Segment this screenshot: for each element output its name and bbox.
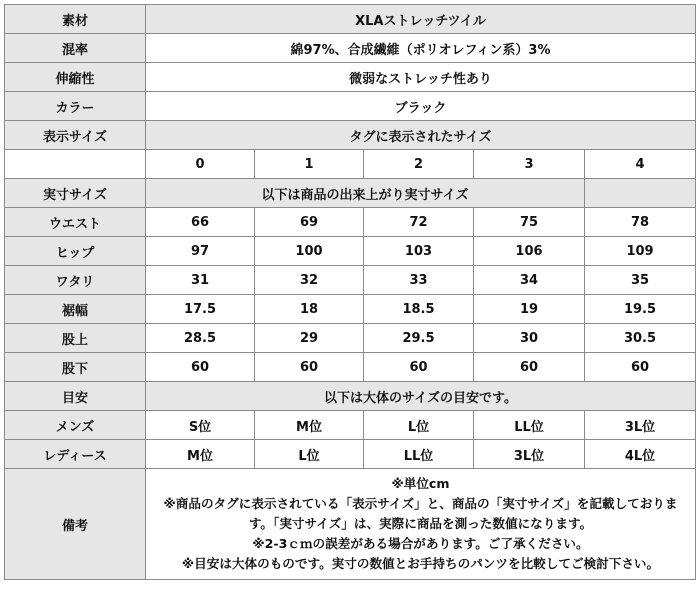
measurement-row-rise xyxy=(5,324,696,353)
measurement-value: 78 xyxy=(585,208,696,237)
measurement-label: ウエスト xyxy=(5,208,146,237)
measurement-value: 34 xyxy=(474,266,585,295)
note-line: ※商品のタグに表示されている「表示サイズ」と、商品の「実寸サイズ」を記載しておりま xyxy=(163,496,678,511)
measurement-value: 69 xyxy=(255,208,364,237)
measurement-value: 60 xyxy=(364,353,474,382)
measurement-row-waist xyxy=(5,208,696,237)
measurement-value: 60 xyxy=(146,353,255,382)
guide-value: 以下は大体のサイズの目安です。 xyxy=(146,382,696,411)
note-line: ※2-3ｃｍの誤差がある場合があります。ご了承ください。 xyxy=(252,536,589,551)
measurement-value: 72 xyxy=(364,208,474,237)
note-line: ※単位cm xyxy=(391,476,450,491)
measurement-row-hem xyxy=(5,295,696,324)
measurement-value: 60 xyxy=(585,353,696,382)
note-line: ※目安は大体のものです。実寸の数値とお手持ちのパンツを比較してご検討下さい。 xyxy=(181,556,660,571)
notes-label: 備考 xyxy=(5,469,146,580)
measurement-value: 29 xyxy=(255,324,364,353)
measurement-value: 100 xyxy=(255,237,364,266)
guide-size-cell: L位 xyxy=(255,440,364,469)
measurement-value: 18 xyxy=(255,295,364,324)
guide-size-cell: 3L位 xyxy=(474,440,585,469)
display-size-value: タグに表示されたサイズ xyxy=(146,121,696,150)
color-label: カラー xyxy=(5,92,146,121)
material-row xyxy=(5,5,696,34)
measurement-value: 19 xyxy=(474,295,585,324)
guide-row xyxy=(5,382,696,411)
guide-label: 目安 xyxy=(5,382,146,411)
actual-size-value: 以下は商品の出来上がり実寸サイズ xyxy=(146,179,585,208)
size-number-cell: 4 xyxy=(585,150,696,179)
blend-row xyxy=(5,34,696,63)
measurement-label: 裾幅 xyxy=(5,295,146,324)
guide-row-mens xyxy=(5,411,696,440)
size-number-cell: 0 xyxy=(146,150,255,179)
measurement-value: 29.5 xyxy=(364,324,474,353)
measurement-value: 17.5 xyxy=(146,295,255,324)
stretch-row xyxy=(5,63,696,92)
guide-size-cell: LL位 xyxy=(474,411,585,440)
measurement-value: 109 xyxy=(585,237,696,266)
blend-label: 混率 xyxy=(5,34,146,63)
measurement-label: 股下 xyxy=(5,353,146,382)
guide-row-label: メンズ xyxy=(5,411,146,440)
notes-cell xyxy=(146,469,696,580)
size-number-blank xyxy=(5,150,146,179)
display-size-row xyxy=(5,121,696,150)
guide-size-cell: 3L位 xyxy=(585,411,696,440)
measurement-row-inseam xyxy=(5,353,696,382)
measurement-value: 32 xyxy=(255,266,364,295)
color-row xyxy=(5,92,696,121)
measurement-value: 28.5 xyxy=(146,324,255,353)
guide-size-cell: LL位 xyxy=(364,440,474,469)
guide-size-cell: 4L位 xyxy=(585,440,696,469)
actual-size-row xyxy=(5,179,696,208)
measurement-value: 30 xyxy=(474,324,585,353)
color-value: ブラック xyxy=(146,92,696,121)
measurement-value: 66 xyxy=(146,208,255,237)
note-line: す。「実寸サイズ」は、実際に商品を測った数値になります。 xyxy=(248,516,593,531)
guide-size-cell: S位 xyxy=(146,411,255,440)
guide-row-label: レディース xyxy=(5,440,146,469)
guide-size-cell: M位 xyxy=(255,411,364,440)
size-number-cell: 3 xyxy=(474,150,585,179)
measurement-value: 31 xyxy=(146,266,255,295)
measurement-label: 股上 xyxy=(5,324,146,353)
guide-row-ladies xyxy=(5,440,696,469)
size-spec-table xyxy=(4,4,696,580)
size-number-cell: 2 xyxy=(364,150,474,179)
measurement-value: 60 xyxy=(474,353,585,382)
actual-size-label: 実寸サイズ xyxy=(5,179,146,208)
measurement-value: 106 xyxy=(474,237,585,266)
material-label: 素材 xyxy=(5,5,146,34)
stretch-value: 微弱なストレッチ性あり xyxy=(146,63,696,92)
measurement-value: 30.5 xyxy=(585,324,696,353)
measurement-label: ワタリ xyxy=(5,266,146,295)
guide-size-cell: L位 xyxy=(364,411,474,440)
measurement-label: ヒップ xyxy=(5,237,146,266)
measurement-value: 75 xyxy=(474,208,585,237)
measurement-value: 97 xyxy=(146,237,255,266)
material-value: XLAストレッチツイル xyxy=(146,5,696,34)
measurement-value: 33 xyxy=(364,266,474,295)
measurement-row-thigh xyxy=(5,266,696,295)
measurement-value: 35 xyxy=(585,266,696,295)
measurement-value: 18.5 xyxy=(364,295,474,324)
actual-size-blank xyxy=(585,179,696,208)
size-number-cell: 1 xyxy=(255,150,364,179)
measurement-value: 19.5 xyxy=(585,295,696,324)
size-number-row xyxy=(5,150,696,179)
measurement-value: 103 xyxy=(364,237,474,266)
guide-size-cell: M位 xyxy=(146,440,255,469)
stretch-label: 伸縮性 xyxy=(5,63,146,92)
notes-row xyxy=(5,469,696,580)
blend-value: 綿97%、合成繊維（ポリオレフィン系）3% xyxy=(146,34,696,63)
measurement-value: 60 xyxy=(255,353,364,382)
display-size-label: 表示サイズ xyxy=(5,121,146,150)
measurement-row-hip xyxy=(5,237,696,266)
